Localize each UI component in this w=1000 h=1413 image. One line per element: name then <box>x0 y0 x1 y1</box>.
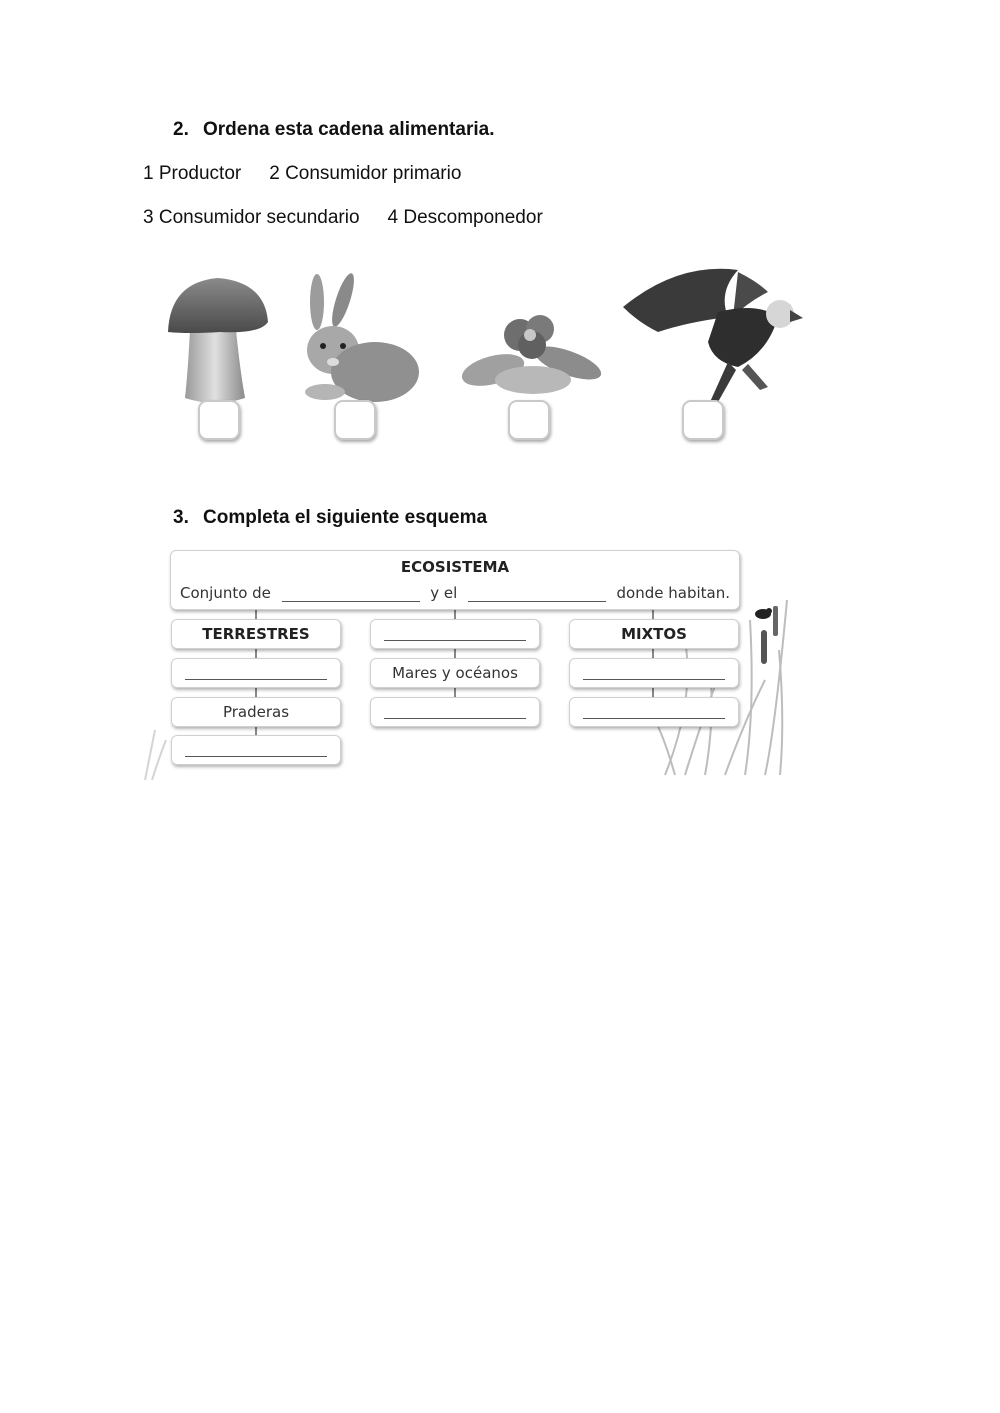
definition-part-3: donde habitan. <box>616 584 730 602</box>
order-answer-box-4[interactable] <box>682 400 724 440</box>
definition-blank-2[interactable] <box>468 600 606 602</box>
order-answer-box-1[interactable] <box>198 400 240 440</box>
exercise-title: Completa el siguiente esquema <box>203 507 488 528</box>
mixtos-blank-box-1[interactable] <box>569 658 739 688</box>
mixtos-box: MIXTOS <box>569 619 739 649</box>
aquatic-blank-box[interactable] <box>370 697 540 727</box>
exercise-title: Ordena esta cadena alimentaria. <box>203 119 495 140</box>
definition-part-2: y el <box>430 584 458 602</box>
legend-decomposer: 4 Descomponedor <box>387 207 543 228</box>
mushroom-image <box>160 270 275 410</box>
terrestres-blank-box-2[interactable] <box>171 735 341 765</box>
exercise-number: 2. <box>173 119 189 140</box>
order-answer-box-2[interactable] <box>334 400 376 440</box>
legend-line-2 <box>143 207 543 229</box>
order-answer-box-3[interactable] <box>508 400 550 440</box>
terrestres-box: TERRESTRES <box>171 619 341 649</box>
ecosystem-title: ECOSISTEMA <box>400 558 510 576</box>
ecosystem-box <box>170 550 740 610</box>
mixtos-blank-box-2[interactable] <box>569 697 739 727</box>
legend-producer: 1 Productor <box>143 163 242 184</box>
legend-secondary-consumer: 3 Consumidor secundario <box>143 207 360 228</box>
plant-flower-image <box>458 305 608 400</box>
terrestres-blank-box-1[interactable] <box>171 658 341 688</box>
ecosystem-definition <box>180 584 730 602</box>
grass-decoration <box>140 725 170 780</box>
exercise-3-heading <box>173 507 487 529</box>
mares-oceanos-box: Mares y océanos <box>370 658 540 688</box>
legend-primary-consumer: 2 Consumidor primario <box>269 163 462 184</box>
exercise-number: 3. <box>173 507 189 528</box>
legend-line-1 <box>143 163 461 185</box>
exercise-2-heading <box>173 119 494 141</box>
aquatic-header-blank-box[interactable] <box>370 619 540 649</box>
definition-part-1: Conjunto de <box>180 584 271 602</box>
eagle-image <box>618 262 803 412</box>
definition-blank-1[interactable] <box>282 600 420 602</box>
praderas-box: Praderas <box>171 697 341 727</box>
rabbit-image <box>285 272 425 407</box>
